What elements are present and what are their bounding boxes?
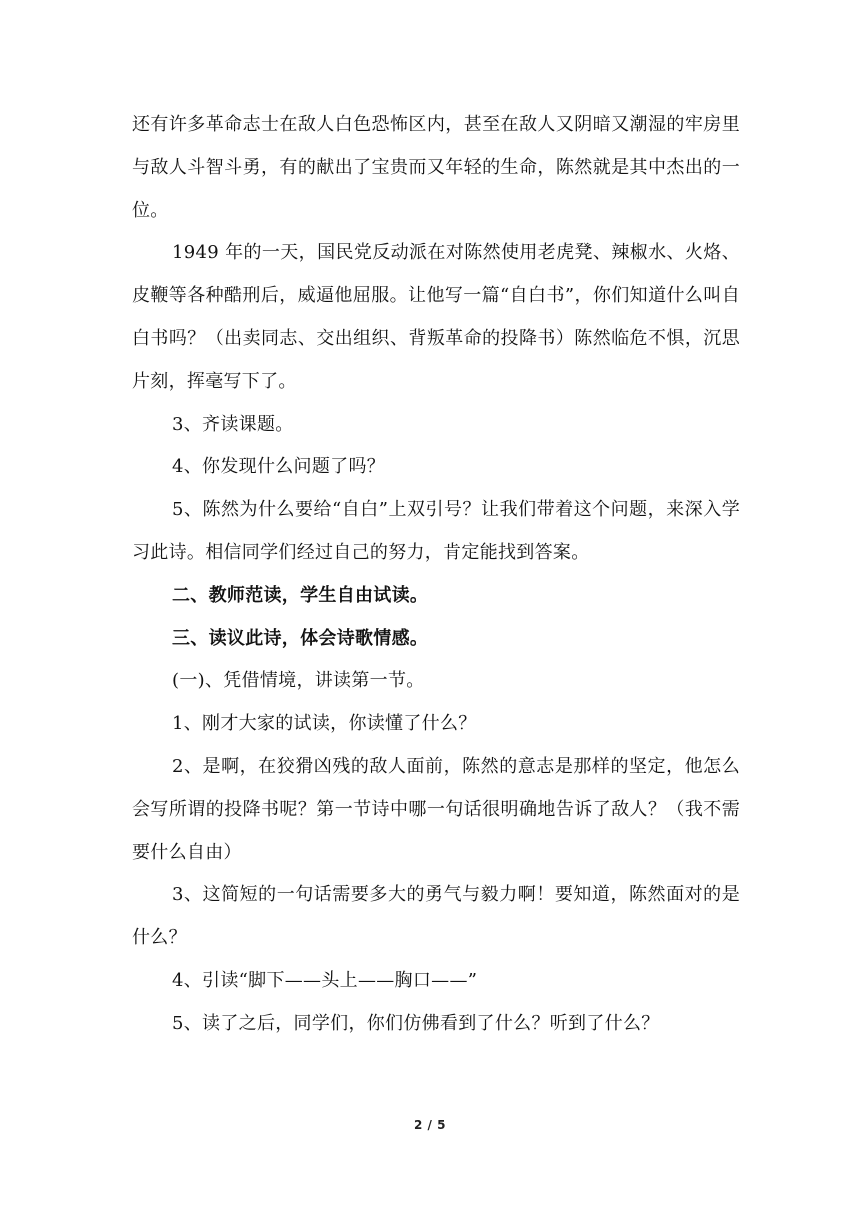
subsection-first-stanza: (一)、凭借情境，讲读第一节。 [172, 670, 425, 692]
paragraph-quote-question: 5、陈然为什么要给“自白”上双引号？让我们带着这个问题，来深入学习此诗。相信同学们经过自己的努力，肯定能找到答案。 [132, 499, 740, 563]
paragraph-what-seen-heard: 5、读了之后，同学们，你们仿佛看到了什么？听到了什么？ [172, 1012, 660, 1034]
page-number: 2 / 5 [414, 1118, 446, 1132]
paragraph-continuation: 还有许多革命志士在敌人白色恐怖区内，甚至在敌人又阴暗又潮湿的牢房里与敌人斗智斗勇，有的献出了宝贵而又年轻的生命，陈然就是其中杰出的一位。 [132, 114, 740, 221]
paragraph-courage: 3、这简短的一句话需要多大的勇气与毅力啊！要知道，陈然面对的是什么？ [132, 884, 740, 949]
paragraph-read-title: 3、齐读课题。 [172, 413, 294, 435]
section-heading-discuss-poem: 三、读议此诗，体会诗歌情感。 [172, 627, 429, 649]
section-heading-teacher-reading: 二、教师范读，学生自由试读。 [172, 584, 429, 606]
paragraph-firm-will: 2、是啊，在狡猾凶残的敌人面前，陈然的意志是那样的坚定，他怎么会写所谓的投降书呢？第一节诗中哪一句话很明确地告诉了敌人？（我不需要什么自由） [132, 755, 740, 863]
paragraph-find-question: 4、你发现什么问题了吗？ [172, 456, 386, 478]
paragraph-torture-story: 1949 年的一天，国民党反动派在对陈然使用老虎凳、辣椒水、火烙、皮鞭等各种酷刑后，威逼他屈服。让他写一篇“自白书”，你们知道什么叫自白书吗？（出卖同志、交出组织、背叛革命的投降书）陈然临危不惧，沉思片刻，挥毫写下了。 [132, 242, 740, 392]
paragraph-guided-reading: 4、引读“脚下——头上——胸口——” [172, 969, 478, 991]
paragraph-what-understood: 1、刚才大家的试读，你读懂了什么？ [172, 713, 477, 735]
